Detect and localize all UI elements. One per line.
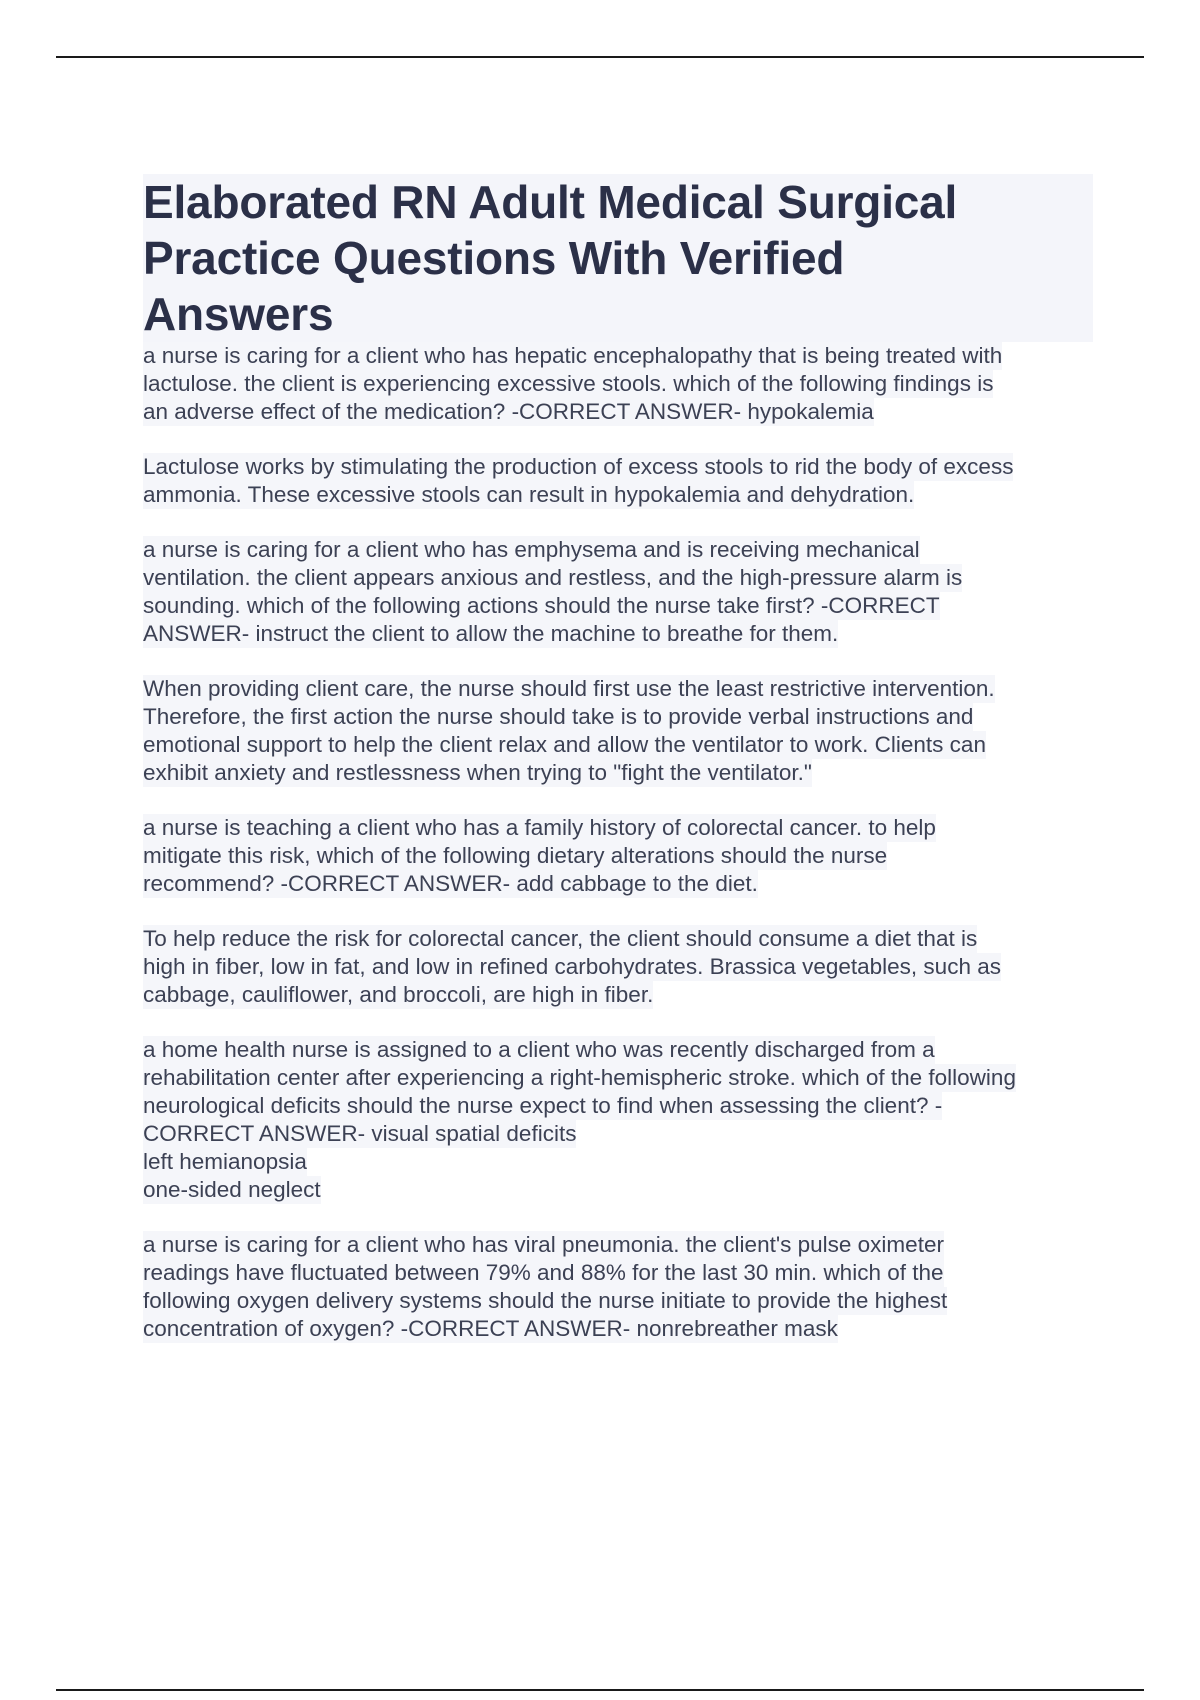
question-paragraph xyxy=(143,814,1093,898)
text-line: a nurse is caring for a client who has hepatic encephalopathy that is being treated with xyxy=(143,343,1003,368)
title-line: Practice Questions With Verified xyxy=(143,232,845,284)
text-line: neurological deficits should the nurse expect to find when assessing the client? - xyxy=(143,1093,943,1118)
text-line: a nurse is caring for a client who has emphysema and is receiving mechanical xyxy=(143,537,920,562)
explanation-paragraph xyxy=(143,453,1093,509)
explanation-paragraph xyxy=(143,925,1093,1009)
text-line: CORRECT ANSWER- visual spatial deficits xyxy=(143,1121,577,1146)
text-line: high in fiber, low in fat, and low in refined carbohydrates. Brassica vegetables, such as xyxy=(143,954,1001,979)
text-line: Lactulose works by stimulating the production of excess stools to rid the body of excess xyxy=(143,454,1014,479)
question-paragraph xyxy=(143,342,1093,426)
text-line: lactulose. the client is experiencing excessive stools. which of the following findings is xyxy=(143,371,994,396)
question-paragraph xyxy=(143,536,1093,648)
text-line: concentration of oxygen? -CORRECT ANSWER- nonrebreather mask xyxy=(143,1316,838,1341)
text-line: a home health nurse is assigned to a client who was recently discharged from a xyxy=(143,1037,935,1062)
text-line: Therefore, the first action the nurse should take is to provide verbal instructions and xyxy=(143,704,974,729)
text-line: readings have fluctuated between 79% and 88% for the last 30 min. which of the xyxy=(143,1260,944,1285)
text-line: ventilation. the client appears anxious and restless, and the high-pressure alarm is xyxy=(143,565,963,590)
text-line: one-sided neglect xyxy=(143,1177,321,1202)
question-paragraph xyxy=(143,1036,1093,1204)
document-title xyxy=(143,174,1093,342)
text-line: sounding. which of the following actions should the nurse take first? -CORRECT xyxy=(143,593,940,618)
text-line: To help reduce the risk for colorectal cancer, the client should consume a diet that is xyxy=(143,926,978,951)
text-line: a nurse is teaching a client who has a family history of colorectal cancer. to help xyxy=(143,815,936,840)
text-line: ammonia. These excessive stools can result in hypokalemia and dehydration. xyxy=(143,482,915,507)
text-line: exhibit anxiety and restlessness when trying to "fight the ventilator." xyxy=(143,760,812,785)
text-line: recommend? -CORRECT ANSWER- add cabbage to the diet. xyxy=(143,871,758,896)
text-line: emotional support to help the client relax and allow the ventilator to work. Clients can xyxy=(143,732,986,757)
text-line: ANSWER- instruct the client to allow the machine to breathe for them. xyxy=(143,621,839,646)
text-line: cabbage, cauliflower, and broccoli, are high in fiber. xyxy=(143,982,654,1007)
text-line: following oxygen delivery systems should the nurse initiate to provide the highest xyxy=(143,1288,948,1313)
text-line: rehabilitation center after experiencing a right-hemispheric stroke. which of the following xyxy=(143,1065,1016,1090)
title-line: Elaborated RN Adult Medical Surgical xyxy=(143,176,958,228)
text-line: an adverse effect of the medication? -CORRECT ANSWER- hypokalemia xyxy=(143,399,874,424)
question-paragraph xyxy=(143,1231,1093,1343)
document-body xyxy=(143,174,1093,1370)
bottom-rule xyxy=(56,1689,1144,1691)
text-line: mitigate this risk, which of the following dietary alterations should the nurse xyxy=(143,843,888,868)
explanation-paragraph xyxy=(143,675,1093,787)
text-line: When providing client care, the nurse should first use the least restrictive intervention. xyxy=(143,676,995,701)
top-rule xyxy=(56,56,1144,58)
title-block xyxy=(143,174,1093,342)
text-line: left hemianopsia xyxy=(143,1149,307,1174)
title-line: Answers xyxy=(143,288,334,340)
text-line: a nurse is caring for a client who has viral pneumonia. the client's pulse oximeter xyxy=(143,1232,944,1257)
